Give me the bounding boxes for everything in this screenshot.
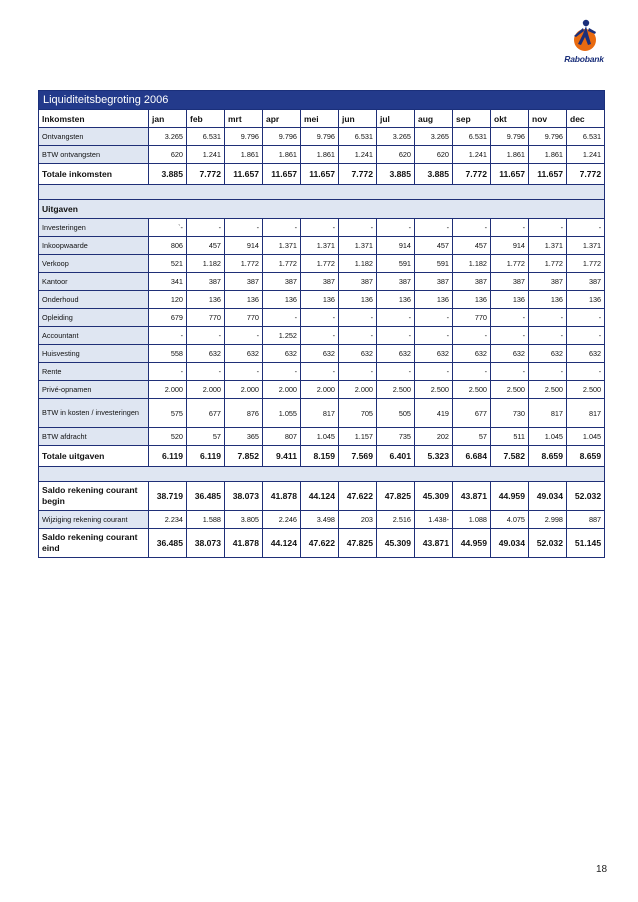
table-cell: 43.871 — [415, 529, 453, 558]
table-cell: 3.885 — [149, 164, 187, 185]
expense-total-row — [39, 446, 605, 467]
expense-row — [39, 327, 605, 345]
table-cell: 1.861 — [491, 146, 529, 164]
row-label: Opleiding — [39, 309, 149, 327]
table-cell: 2.000 — [339, 381, 377, 399]
table-cell: 1.241 — [567, 146, 605, 164]
expense-row — [39, 363, 605, 381]
table-cell: 57 — [453, 428, 491, 446]
table-cell: - — [225, 219, 263, 237]
row-label: Totale inkomsten — [39, 164, 149, 185]
table-cell: 914 — [491, 237, 529, 255]
table-cell: 3.885 — [377, 164, 415, 185]
table-cell: - — [225, 363, 263, 381]
table-cell: 387 — [225, 273, 263, 291]
table-cell: 1.045 — [529, 428, 567, 446]
table-cell: 136 — [301, 291, 339, 309]
spacer-cell — [39, 185, 605, 200]
table-cell: 6.531 — [567, 128, 605, 146]
table-cell: 52.032 — [529, 529, 567, 558]
table-cell: - — [567, 327, 605, 345]
table-cell: 47.622 — [301, 529, 339, 558]
balance-end-row — [39, 529, 605, 558]
table-cell: 2.500 — [491, 381, 529, 399]
liquidity-budget-table — [38, 90, 604, 558]
table-cell: 7.772 — [339, 164, 377, 185]
table-cell: 387 — [491, 273, 529, 291]
table-cell: 2.998 — [529, 511, 567, 529]
table-cell: 2.500 — [377, 381, 415, 399]
table-cell: 11.657 — [263, 164, 301, 185]
table-cell: 9.796 — [529, 128, 567, 146]
month-header: mei — [301, 110, 339, 128]
month-header: jan — [149, 110, 187, 128]
table-cell: 2.000 — [301, 381, 339, 399]
table-cell: - — [187, 327, 225, 345]
table-cell: 387 — [415, 273, 453, 291]
table-cell: - — [377, 327, 415, 345]
rabobank-logo-text: Rabobank — [564, 54, 604, 64]
table-cell: 679 — [149, 309, 187, 327]
table-cell: 2.500 — [453, 381, 491, 399]
table-cell: 202 — [415, 428, 453, 446]
table-cell: 9.796 — [263, 128, 301, 146]
table-cell: 1.861 — [263, 146, 301, 164]
table-cell: 735 — [377, 428, 415, 446]
table-cell: `- — [149, 219, 187, 237]
row-label: Verkoop — [39, 255, 149, 273]
spacer-row — [39, 185, 605, 200]
table-cell: 6.119 — [149, 446, 187, 467]
table-cell: 1.045 — [567, 428, 605, 446]
table-cell: 136 — [529, 291, 567, 309]
table-cell: 1.772 — [567, 255, 605, 273]
table-cell: 914 — [377, 237, 415, 255]
table-cell: 1.371 — [263, 237, 301, 255]
table-cell: 44.124 — [301, 482, 339, 511]
table-cell: - — [567, 219, 605, 237]
table-cell: - — [149, 327, 187, 345]
expense-row — [39, 399, 605, 428]
table-cell: 136 — [187, 291, 225, 309]
table-cell: - — [529, 219, 567, 237]
table-cell: 632 — [529, 345, 567, 363]
table-cell: 1.182 — [187, 255, 225, 273]
table-cell: 47.622 — [339, 482, 377, 511]
table-cell: - — [491, 219, 529, 237]
row-label: Privé-opnamen — [39, 381, 149, 399]
table-cell: 387 — [377, 273, 415, 291]
table-cell: 591 — [377, 255, 415, 273]
table-cell: - — [339, 309, 377, 327]
table-cell: 9.796 — [301, 128, 339, 146]
month-header: dec — [567, 110, 605, 128]
table-cell: 38.073 — [187, 529, 225, 558]
table-cell: 1.772 — [491, 255, 529, 273]
row-label: Investeringen — [39, 219, 149, 237]
table-cell: 203 — [339, 511, 377, 529]
table-cell: 387 — [339, 273, 377, 291]
table-cell: 1.438- — [415, 511, 453, 529]
table-cell: 2.000 — [225, 381, 263, 399]
table-cell: 49.034 — [529, 482, 567, 511]
table-cell: 2.246 — [263, 511, 301, 529]
table-cell: 807 — [263, 428, 301, 446]
table-cell: 51.145 — [567, 529, 605, 558]
table-cell: - — [567, 363, 605, 381]
table-cell: 770 — [225, 309, 263, 327]
table-cell: 457 — [453, 237, 491, 255]
table-cell: 11.657 — [491, 164, 529, 185]
table-cell: 705 — [339, 399, 377, 428]
table-cell: 2.000 — [263, 381, 301, 399]
table-cell: 136 — [415, 291, 453, 309]
table-cell: 1.182 — [339, 255, 377, 273]
table-cell: - — [415, 219, 453, 237]
row-label: Huisvesting — [39, 345, 149, 363]
expense-row — [39, 219, 605, 237]
table-cell: 3.265 — [377, 128, 415, 146]
table-cell: - — [187, 219, 225, 237]
row-label: BTW ontvangsten — [39, 146, 149, 164]
month-header: apr — [263, 110, 301, 128]
table-cell: 632 — [377, 345, 415, 363]
table-cell: 387 — [567, 273, 605, 291]
expense-row — [39, 237, 605, 255]
table-cell: 770 — [187, 309, 225, 327]
header-label: Inkomsten — [39, 110, 149, 128]
table-cell: 9.796 — [225, 128, 263, 146]
table-cell: 6.401 — [377, 446, 415, 467]
table-cell: 1.772 — [301, 255, 339, 273]
table-cell: 11.657 — [301, 164, 339, 185]
table-cell: 511 — [491, 428, 529, 446]
table-cell: - — [149, 363, 187, 381]
table-cell: 1.241 — [453, 146, 491, 164]
table-cell: 876 — [225, 399, 263, 428]
table-cell: - — [415, 363, 453, 381]
row-label: Saldo rekening courant begin — [39, 482, 149, 511]
table-cell: - — [415, 309, 453, 327]
table-cell: 2.500 — [415, 381, 453, 399]
table-cell: 136 — [263, 291, 301, 309]
table-cell: 47.825 — [339, 529, 377, 558]
expense-row — [39, 345, 605, 363]
table-cell: 41.878 — [225, 529, 263, 558]
table-cell: 632 — [491, 345, 529, 363]
table-cell: 887 — [567, 511, 605, 529]
table-cell: - — [263, 309, 301, 327]
table-cell: 2.234 — [149, 511, 187, 529]
month-header: jul — [377, 110, 415, 128]
table-cell: 1.861 — [529, 146, 567, 164]
table-cell: 45.309 — [377, 529, 415, 558]
table-cell: 1.241 — [339, 146, 377, 164]
table-cell: 1.241 — [187, 146, 225, 164]
table-cell: 52.032 — [567, 482, 605, 511]
table-cell: 1.772 — [263, 255, 301, 273]
table-cell: - — [491, 363, 529, 381]
table-cell: 8.659 — [567, 446, 605, 467]
table-cell: 7.772 — [453, 164, 491, 185]
table-cell: 7.569 — [339, 446, 377, 467]
table-cell: 136 — [567, 291, 605, 309]
table-cell: 6.119 — [187, 446, 225, 467]
table-cell: 677 — [453, 399, 491, 428]
balance-begin-row — [39, 482, 605, 511]
table-cell: 38.719 — [149, 482, 187, 511]
table-cell: 632 — [339, 345, 377, 363]
table-cell: - — [529, 309, 567, 327]
table-cell: 4.075 — [491, 511, 529, 529]
table-cell: - — [339, 219, 377, 237]
table-cell: - — [453, 219, 491, 237]
table-title-row — [39, 91, 605, 110]
page-number: 18 — [596, 864, 608, 875]
table-cell: 136 — [225, 291, 263, 309]
table-cell: - — [377, 363, 415, 381]
table-cell: 1.772 — [225, 255, 263, 273]
expense-row — [39, 273, 605, 291]
month-header: nov — [529, 110, 567, 128]
table-cell: 120 — [149, 291, 187, 309]
table-cell: 817 — [301, 399, 339, 428]
table-cell: 2.516 — [377, 511, 415, 529]
expenses-section-label: Uitgaven — [39, 200, 605, 219]
table-cell: 1.861 — [225, 146, 263, 164]
table-cell: - — [301, 219, 339, 237]
table-cell: 1.371 — [529, 237, 567, 255]
table-cell: 632 — [453, 345, 491, 363]
table-cell: 1.861 — [301, 146, 339, 164]
table-cell: 1.157 — [339, 428, 377, 446]
table-cell: 632 — [415, 345, 453, 363]
table-cell: 341 — [149, 273, 187, 291]
table-cell: 730 — [491, 399, 529, 428]
row-label: Inkoopwaarde — [39, 237, 149, 255]
expense-row — [39, 309, 605, 327]
table-cell: 817 — [529, 399, 567, 428]
table-cell: 6.531 — [187, 128, 225, 146]
table-cell: 43.871 — [453, 482, 491, 511]
expense-row — [39, 291, 605, 309]
table-cell: 7.772 — [567, 164, 605, 185]
table-cell: 136 — [453, 291, 491, 309]
table-cell: - — [263, 363, 301, 381]
row-label: Kantoor — [39, 273, 149, 291]
table-cell: 9.411 — [263, 446, 301, 467]
row-label: Accountant — [39, 327, 149, 345]
table-cell: 457 — [187, 237, 225, 255]
table-cell: 457 — [415, 237, 453, 255]
table-cell: 2.500 — [567, 381, 605, 399]
table-cell: 620 — [149, 146, 187, 164]
month-header: okt — [491, 110, 529, 128]
table-cell: 8.659 — [529, 446, 567, 467]
table-cell: 5.323 — [415, 446, 453, 467]
table-cell: 806 — [149, 237, 187, 255]
table-cell: 44.959 — [491, 482, 529, 511]
month-header: sep — [453, 110, 491, 128]
table-cell: - — [529, 363, 567, 381]
table-cell: 419 — [415, 399, 453, 428]
table-cell: 1.055 — [263, 399, 301, 428]
table-cell: 7.852 — [225, 446, 263, 467]
row-label: BTW in kosten / investeringen — [39, 399, 149, 428]
table-cell: 3.498 — [301, 511, 339, 529]
table-cell: 11.657 — [529, 164, 567, 185]
table-cell: 1.588 — [187, 511, 225, 529]
table-cell: - — [225, 327, 263, 345]
table-cell: 3.885 — [415, 164, 453, 185]
table-cell: 632 — [263, 345, 301, 363]
row-label: Totale uitgaven — [39, 446, 149, 467]
table-cell: 3.805 — [225, 511, 263, 529]
expense-row — [39, 381, 605, 399]
month-header: mrt — [225, 110, 263, 128]
table-cell: 7.582 — [491, 446, 529, 467]
expense-row — [39, 428, 605, 446]
table-cell: 1.371 — [339, 237, 377, 255]
row-label: Wijziging rekening courant — [39, 511, 149, 529]
table-cell: 521 — [149, 255, 187, 273]
table-cell: - — [301, 309, 339, 327]
table-cell: - — [529, 327, 567, 345]
table-cell: 1.772 — [529, 255, 567, 273]
table-cell: 3.265 — [415, 128, 453, 146]
table-cell: 387 — [187, 273, 225, 291]
table-cell: - — [453, 363, 491, 381]
table-cell: 136 — [491, 291, 529, 309]
table-cell: 36.485 — [187, 482, 225, 511]
row-label: BTW afdracht — [39, 428, 149, 446]
row-label: Saldo rekening courant eind — [39, 529, 149, 558]
balance-change-row — [39, 511, 605, 529]
table-cell: 505 — [377, 399, 415, 428]
table-cell: - — [339, 363, 377, 381]
table-cell: 38.073 — [225, 482, 263, 511]
table-cell: 387 — [301, 273, 339, 291]
table-cell: 387 — [263, 273, 301, 291]
table-cell: 2.000 — [187, 381, 225, 399]
table-cell: 136 — [339, 291, 377, 309]
table-cell: 365 — [225, 428, 263, 446]
table-cell: 770 — [453, 309, 491, 327]
row-label: Rente — [39, 363, 149, 381]
table-cell: 2.000 — [149, 381, 187, 399]
table-cell: 7.772 — [187, 164, 225, 185]
table-cell: 817 — [567, 399, 605, 428]
table-cell: - — [491, 309, 529, 327]
table-cell: - — [377, 309, 415, 327]
income-row — [39, 146, 605, 164]
table-cell: - — [187, 363, 225, 381]
table-cell: 520 — [149, 428, 187, 446]
table-cell: 1.252 — [263, 327, 301, 345]
table-cell: 11.657 — [225, 164, 263, 185]
table-cell: 620 — [377, 146, 415, 164]
table-title: Liquiditeitsbegroting 2006 — [39, 91, 605, 110]
table-cell: 57 — [187, 428, 225, 446]
table-cell: 632 — [225, 345, 263, 363]
table-cell: 45.309 — [415, 482, 453, 511]
month-header: feb — [187, 110, 225, 128]
table-cell: - — [339, 327, 377, 345]
table-cell: 387 — [529, 273, 567, 291]
table-cell: - — [263, 219, 301, 237]
table-cell: 1.371 — [301, 237, 339, 255]
spacer-cell — [39, 467, 605, 482]
table-cell: - — [415, 327, 453, 345]
table-cell: 1.045 — [301, 428, 339, 446]
table-cell: 2.500 — [529, 381, 567, 399]
expense-row — [39, 255, 605, 273]
table-cell: 47.825 — [377, 482, 415, 511]
table-cell: 677 — [187, 399, 225, 428]
table-cell: 1.371 — [567, 237, 605, 255]
table-cell: 6.531 — [453, 128, 491, 146]
table-cell: 6.684 — [453, 446, 491, 467]
income-total-row — [39, 164, 605, 185]
table-cell: - — [567, 309, 605, 327]
month-header: jun — [339, 110, 377, 128]
table-cell: - — [377, 219, 415, 237]
table-cell: 1.088 — [453, 511, 491, 529]
table-cell: 632 — [187, 345, 225, 363]
table-cell: 632 — [301, 345, 339, 363]
table-cell: - — [301, 327, 339, 345]
table-cell: 41.878 — [263, 482, 301, 511]
spacer-row — [39, 467, 605, 482]
table-cell: 9.796 — [491, 128, 529, 146]
table-cell: 36.485 — [149, 529, 187, 558]
table-cell: 575 — [149, 399, 187, 428]
table-cell: - — [301, 363, 339, 381]
table-cell: 44.959 — [453, 529, 491, 558]
expenses-section-row — [39, 200, 605, 219]
table-cell: 136 — [377, 291, 415, 309]
table-cell: - — [453, 327, 491, 345]
table-cell: 591 — [415, 255, 453, 273]
table-cell: 914 — [225, 237, 263, 255]
table-cell: 6.531 — [339, 128, 377, 146]
row-label: Onderhoud — [39, 291, 149, 309]
table-cell: 3.265 — [149, 128, 187, 146]
table-cell: 49.034 — [491, 529, 529, 558]
month-header: aug — [415, 110, 453, 128]
table-cell: 44.124 — [263, 529, 301, 558]
table-cell: 8.159 — [301, 446, 339, 467]
table-cell: - — [491, 327, 529, 345]
rabobank-logo-icon — [552, 14, 616, 54]
income-row — [39, 128, 605, 146]
table-cell: 1.182 — [453, 255, 491, 273]
table-header-row — [39, 110, 605, 128]
table-cell: 620 — [415, 146, 453, 164]
rabobank-logo — [552, 14, 616, 68]
table-cell: 387 — [453, 273, 491, 291]
table-cell: 558 — [149, 345, 187, 363]
row-label: Ontvangsten — [39, 128, 149, 146]
table-cell: 632 — [567, 345, 605, 363]
